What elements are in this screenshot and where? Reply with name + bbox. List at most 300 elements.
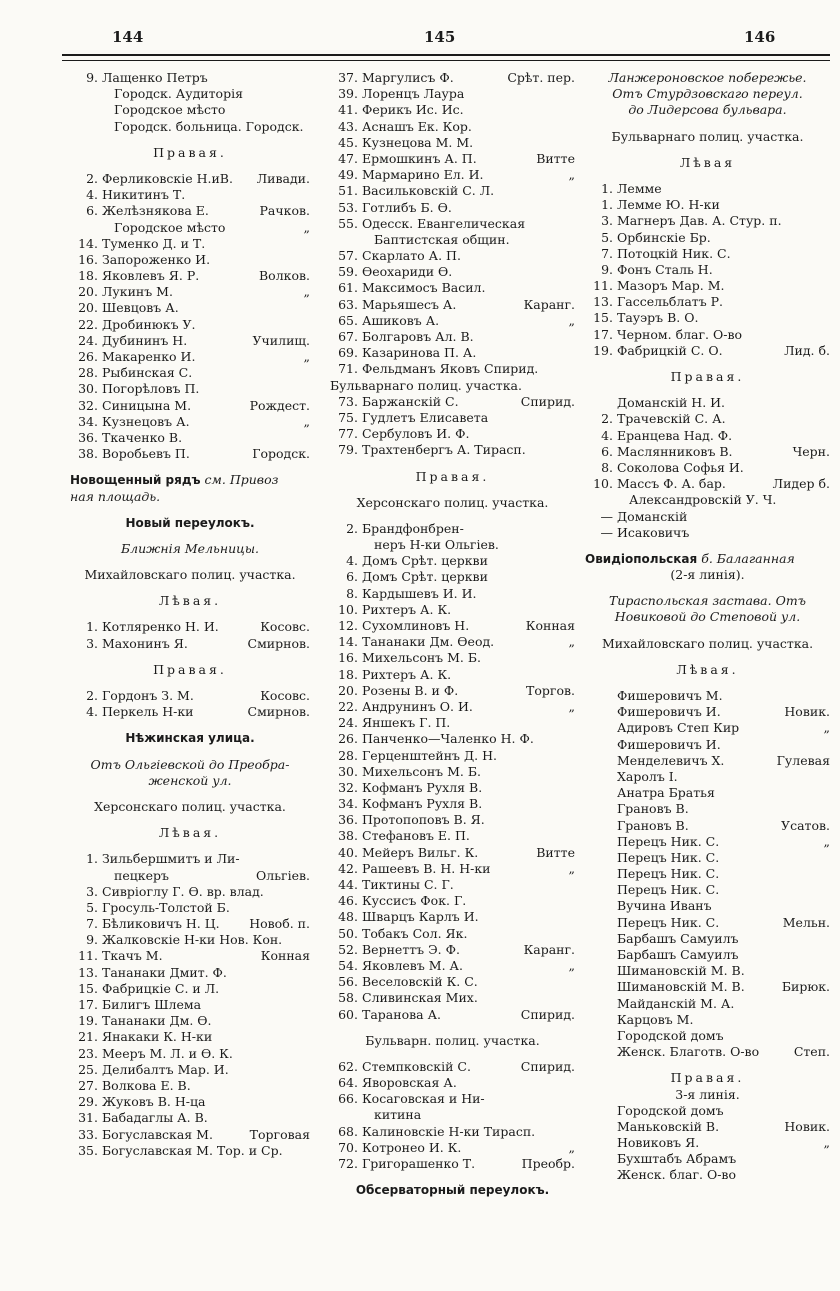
entry [617, 688, 830, 704]
entry [617, 785, 830, 801]
cross-street [824, 197, 830, 213]
house-number: 4. [86, 187, 98, 203]
list-item [585, 444, 830, 460]
list-item [330, 1091, 575, 1107]
list-item [70, 317, 310, 333]
entry [102, 704, 310, 720]
entry [102, 430, 310, 446]
house-number: 16. [78, 251, 98, 267]
cross-street [304, 997, 310, 1013]
owner-name: Гудлетъ Елисавета [362, 409, 489, 425]
entry [362, 958, 575, 974]
owner-name: Сивріоглу Г. Ѳ. вр. влад. [102, 883, 264, 899]
owner-name: Гросуль-Толстой Б. [102, 899, 230, 915]
list-item [70, 704, 310, 720]
house-number [585, 395, 617, 411]
entry [617, 1028, 830, 1044]
entry [102, 119, 310, 135]
section-heading: Правая. [670, 1070, 745, 1086]
cross-street [824, 411, 830, 427]
entry [362, 893, 575, 909]
spacer [585, 678, 830, 688]
owner-name: Богуславская М. Тор. и Ср. [102, 1142, 283, 1158]
list-item [585, 963, 830, 979]
cross-street: Спирид. [520, 1058, 575, 1074]
list-item [330, 297, 575, 313]
entry [617, 801, 830, 817]
list-item [330, 426, 575, 442]
owner-name: Протопоповъ В. Я. [362, 812, 485, 828]
cross-street: Городск. [252, 446, 310, 462]
entry [362, 521, 575, 537]
house-number: 40. [338, 844, 358, 860]
entry [362, 216, 575, 232]
spacer [585, 1060, 830, 1070]
cross-street: Лидер б. [772, 476, 830, 492]
cross-street: Срѣт. пер. [507, 70, 575, 85]
house-number: 77. [338, 426, 358, 442]
cross-street: „ [568, 1139, 575, 1155]
entry [617, 737, 830, 753]
owner-name: Адировъ Степ Кир [617, 720, 740, 736]
house-number [585, 882, 617, 898]
house-number: 32. [78, 397, 98, 413]
entry [362, 569, 575, 585]
entry [362, 329, 575, 345]
house-number: 38. [78, 446, 98, 462]
owner-name: Трачевскій С. А. [617, 411, 726, 427]
spacer [585, 385, 830, 395]
cross-street [304, 1110, 310, 1126]
list-item [70, 430, 310, 446]
cross-street: Мельн. [782, 914, 830, 930]
cross-street [569, 990, 575, 1006]
spacer [585, 626, 830, 636]
cross-street [569, 1107, 575, 1123]
list-item [330, 731, 575, 747]
owner-name: Бѣликовичъ Н. Ц. [102, 916, 220, 932]
list-item [585, 785, 830, 801]
section-heading: Михайловскаго полиц. участка. [601, 635, 814, 651]
cross-street [569, 216, 575, 232]
section-heading: Правая. [670, 369, 745, 384]
owner-name: Тауэръ В. О. [617, 310, 699, 326]
house-number: 18. [338, 666, 358, 682]
street-heading [70, 472, 310, 488]
owner-name: Воробьевъ П. [102, 446, 190, 462]
spacer [330, 485, 575, 495]
entry [617, 262, 830, 278]
entry [362, 926, 575, 942]
entry [102, 1127, 310, 1143]
house-number: 30. [338, 763, 358, 779]
cross-street [304, 1078, 310, 1094]
header-rule-thin [62, 60, 830, 61]
cross-street: „ [303, 284, 310, 300]
owner-name: Рихтеръ А. К. [362, 601, 452, 617]
cross-street: Рачков. [259, 203, 310, 219]
house-number: 17. [593, 326, 613, 342]
owner-name: Гордонъ З. М. [102, 688, 194, 703]
entry [617, 1135, 830, 1151]
list-item [330, 667, 575, 683]
entry [617, 395, 830, 411]
house-number: 10. [338, 601, 358, 617]
entry [362, 1075, 575, 1091]
spacer [70, 135, 310, 145]
house-number: 6. [346, 569, 358, 585]
house-number [585, 1151, 617, 1167]
cross-street [569, 119, 575, 135]
owner-name: Массъ Ф. А. бар. [617, 476, 726, 492]
cross-street [824, 996, 830, 1012]
section-heading: Бульварн. полиц. участка. [365, 1032, 540, 1048]
cross-street [824, 801, 830, 817]
entry [617, 1151, 830, 1167]
cross-street [824, 230, 830, 246]
house-number: 41. [338, 102, 358, 118]
list-item [330, 877, 575, 893]
column-1 [70, 70, 310, 1159]
entry [362, 1107, 575, 1123]
list-item [70, 997, 310, 1013]
house-number [585, 834, 617, 850]
cross-street [569, 650, 575, 666]
section-heading: Херсонскаго полиц. участка. [356, 494, 549, 510]
house-number: 39. [338, 86, 358, 102]
cross-street [824, 737, 830, 753]
house-number: 3. [86, 635, 98, 651]
entry [102, 171, 310, 187]
house-number: 19. [593, 342, 613, 358]
cross-street [569, 183, 575, 199]
owner-name: Тананаки Дм. Ѳ. [102, 1013, 212, 1029]
list-item [585, 262, 830, 278]
house-number: 50. [338, 925, 358, 941]
owner-name: Болгаровъ Ал. В. [362, 329, 474, 344]
owner-name: Городской домъ [617, 1102, 724, 1118]
list-item [585, 915, 830, 931]
entry [362, 942, 575, 958]
owner-name: Фабрицкій С. О. [617, 342, 723, 358]
house-number [585, 785, 617, 801]
list-item [70, 884, 310, 900]
owner-name: Куссисъ Фок. Г. [362, 893, 467, 909]
owner-name: Таранова А. [362, 1006, 442, 1022]
house-number: 56. [338, 974, 358, 990]
list-item [585, 1028, 830, 1044]
owner-name: Косаговская и Ни- [362, 1091, 485, 1107]
list-item [70, 619, 310, 635]
house-number [70, 86, 102, 102]
owner-name: Домъ Срѣт. церкви [362, 569, 488, 585]
cross-street [569, 796, 575, 812]
list-item [330, 861, 575, 877]
cross-street [824, 688, 830, 704]
cross-street [569, 86, 575, 102]
list-item [330, 151, 575, 167]
list-item [70, 1013, 310, 1029]
entry [362, 731, 575, 747]
cross-street [569, 537, 575, 553]
cross-street [569, 731, 575, 747]
owner-name: Марьяшесъ А. [362, 296, 457, 312]
cross-street [569, 521, 575, 537]
cross-street: Степ. [793, 1044, 830, 1060]
owner-name: Анатра Братья [617, 785, 715, 801]
house-number [585, 1044, 617, 1060]
cross-street [824, 509, 830, 525]
owner-name: Городское мѣсто [114, 219, 226, 235]
list-item [330, 1124, 575, 1140]
list-item [70, 1143, 310, 1159]
list-item [330, 634, 575, 650]
house-number: 1. [86, 619, 98, 635]
spacer [70, 652, 310, 662]
house-number: 59. [338, 264, 358, 280]
entry [362, 394, 575, 410]
list-item [70, 900, 310, 916]
list-item [330, 248, 575, 264]
entry [102, 398, 310, 414]
spacer [585, 541, 830, 551]
house-number [585, 688, 617, 704]
entry [617, 525, 830, 541]
owner-name: Яншекъ Г. П. [362, 715, 451, 731]
entry [617, 753, 830, 769]
cross-street [824, 181, 830, 197]
entry [362, 200, 575, 216]
house-number [70, 220, 102, 236]
entry [617, 834, 830, 850]
cross-street [824, 1012, 830, 1028]
cross-street: Бирюк. [781, 979, 830, 995]
entry [617, 1119, 830, 1135]
house-number: 33. [78, 1126, 98, 1142]
cross-street: Каранг. [523, 296, 575, 312]
entry [102, 900, 310, 916]
house-number: 16. [338, 650, 358, 666]
list-item [330, 683, 575, 699]
owner-name: Лемме [617, 180, 662, 196]
entry [617, 460, 830, 476]
cross-street [569, 135, 575, 151]
house-number [585, 753, 617, 769]
cross-street: Гулевая [776, 752, 830, 768]
cross-street [569, 667, 575, 683]
entry [102, 252, 310, 268]
cross-street: Усатов. [781, 817, 830, 833]
spacer [585, 119, 830, 129]
owner-name: Готлибъ Б. Ѳ. [362, 199, 452, 215]
house-number [585, 1103, 617, 1119]
house-number: 9. [601, 261, 613, 277]
entry [617, 996, 830, 1012]
spacer [70, 789, 310, 799]
list-item [330, 1156, 575, 1172]
owner-name: Барбашъ Самуилъ [617, 930, 739, 946]
cross-street [824, 963, 830, 979]
list-item [330, 200, 575, 216]
list-item [585, 850, 830, 866]
entry [362, 410, 575, 426]
owner-name: Маньковскій В. [617, 1118, 720, 1134]
spacer [70, 462, 310, 472]
house-number [585, 720, 617, 736]
cross-street [824, 213, 830, 229]
list-item [585, 882, 830, 898]
section-heading: до Лидерсова бульвара. [628, 102, 787, 118]
owner-name: Перецъ Ник. С. [617, 849, 720, 865]
owner-name: Тананаки Дм. Ѳеод. [362, 634, 495, 650]
house-number: 36. [78, 429, 98, 445]
cross-street: Ольгіев. [256, 867, 310, 883]
cross-street [824, 246, 830, 262]
cross-street [824, 327, 830, 343]
owner-name: Соколова Софья И. [617, 459, 744, 475]
owner-name: Перецъ Ник. С. [617, 882, 720, 898]
owner-name: Грановъ В. [617, 817, 689, 833]
house-number: 54. [338, 957, 358, 973]
list-item [70, 187, 310, 203]
owner-name: Дробинюкъ У. [102, 316, 196, 332]
cross-street [304, 1013, 310, 1029]
cross-street [569, 909, 575, 925]
section-heading: Тираспольская застава. Отъ [608, 593, 807, 609]
owner-name: Тиктины С. Г. [362, 877, 454, 892]
list-item [70, 1078, 310, 1094]
house-number [585, 850, 617, 866]
entry [102, 884, 310, 900]
owner-name: Барбашъ Самуилъ [617, 947, 739, 962]
entry [617, 310, 830, 326]
owner-name: Ферикъ Ис. Ис. [362, 102, 464, 118]
house-number [585, 769, 617, 785]
house-number: 24. [78, 332, 98, 348]
entry [362, 151, 575, 167]
list-item [330, 650, 575, 666]
entry [617, 294, 830, 310]
section-heading: Обсерваторный переулокъ. [355, 1183, 550, 1198]
house-number: 79. [338, 442, 358, 458]
owner-name: Михельсонъ М. Б. [362, 763, 482, 779]
street-name: Новощенный рядъ [70, 473, 201, 488]
spacer [585, 652, 830, 662]
entry [617, 979, 830, 995]
cross-street [569, 586, 575, 602]
cross-street: Косовс. [260, 688, 310, 703]
list-item [330, 410, 575, 426]
house-number [585, 818, 617, 834]
entry [617, 882, 830, 898]
cross-street [569, 345, 575, 361]
owner-name: Фонъ Сталь Н. [617, 261, 713, 277]
cross-street [824, 947, 830, 963]
entry [362, 102, 575, 118]
cross-street: „ [568, 634, 575, 650]
section-heading: Нѣжинская улица. [125, 731, 255, 746]
owner-name: Калиновскіе Н-ки Тирасп. [362, 1123, 536, 1139]
entry [362, 1124, 575, 1140]
owner-name: Ашиковъ А. [362, 312, 440, 328]
spacer [70, 505, 310, 515]
spacer [70, 720, 310, 730]
section-heading: Михайловскаго полиц. участка. [84, 567, 296, 583]
house-number: 32. [338, 779, 358, 795]
cross-street [569, 280, 575, 296]
house-number [330, 537, 362, 553]
owner-name: Максимосъ Васил. [362, 280, 486, 296]
cross-street [569, 764, 575, 780]
house-number: 6. [601, 443, 613, 459]
list-item [330, 70, 575, 86]
owner-name: Вернеттъ Э. Ф. [362, 941, 460, 957]
list-item [330, 1140, 575, 1156]
owner-name: Шимановскій М. В. [617, 979, 745, 995]
entry [617, 278, 830, 294]
cross-street: Волков. [258, 268, 310, 284]
house-number: 4. [86, 704, 98, 720]
house-number: 14. [78, 235, 98, 251]
cross-street [569, 426, 575, 442]
list-item [585, 720, 830, 736]
house-number: 75. [338, 409, 358, 425]
list-item [330, 893, 575, 909]
entry [102, 349, 310, 365]
list-item [585, 278, 830, 294]
section-heading: Ланжероновское побережье. [608, 70, 807, 85]
entry [102, 868, 310, 884]
entry [102, 414, 310, 430]
house-number: 38. [338, 828, 358, 844]
owner-name: Бабадаглы А. В. [102, 1110, 208, 1126]
owner-name: Лоренцъ Лаура [362, 86, 465, 102]
owner-name: Фишеровичъ М. [617, 688, 723, 703]
cross-street: „ [303, 413, 310, 429]
entry [102, 220, 310, 236]
entry [102, 619, 310, 635]
entry [617, 327, 830, 343]
cross-street [569, 828, 575, 844]
section-heading: Отъ Ольгіевской до Преобра- [90, 756, 290, 772]
house-number: 8. [601, 459, 613, 475]
list-item [330, 264, 575, 280]
cross-street: Училищ. [252, 332, 310, 348]
list-item [585, 898, 830, 914]
owner-name: Тобакъ Сол. Як. [362, 925, 468, 941]
cross-street [569, 715, 575, 731]
entry [617, 343, 830, 359]
owner-name: Кузнецовъ А. [102, 413, 190, 429]
owner-name: Рихтеръ А. К. [362, 666, 452, 682]
entry [362, 683, 575, 699]
spacer [70, 557, 310, 567]
owner-name: Кузнецова М. М. [362, 134, 474, 150]
section-heading: женской ул. [148, 772, 232, 788]
owner-name: Трахтенбергъ А. Тирасп. [362, 442, 526, 458]
owner-name: Вучина Иванъ [617, 898, 712, 914]
entry [102, 333, 310, 349]
entry [362, 135, 575, 151]
list-item [70, 965, 310, 981]
list-item [585, 1167, 830, 1183]
house-number [70, 119, 102, 135]
owner-name: Махонинъ Я. [102, 635, 188, 651]
list-item [585, 492, 830, 508]
house-number: — [600, 508, 613, 524]
owner-name: Тананаки Дмит. Ф. [102, 964, 227, 980]
entry [362, 586, 575, 602]
